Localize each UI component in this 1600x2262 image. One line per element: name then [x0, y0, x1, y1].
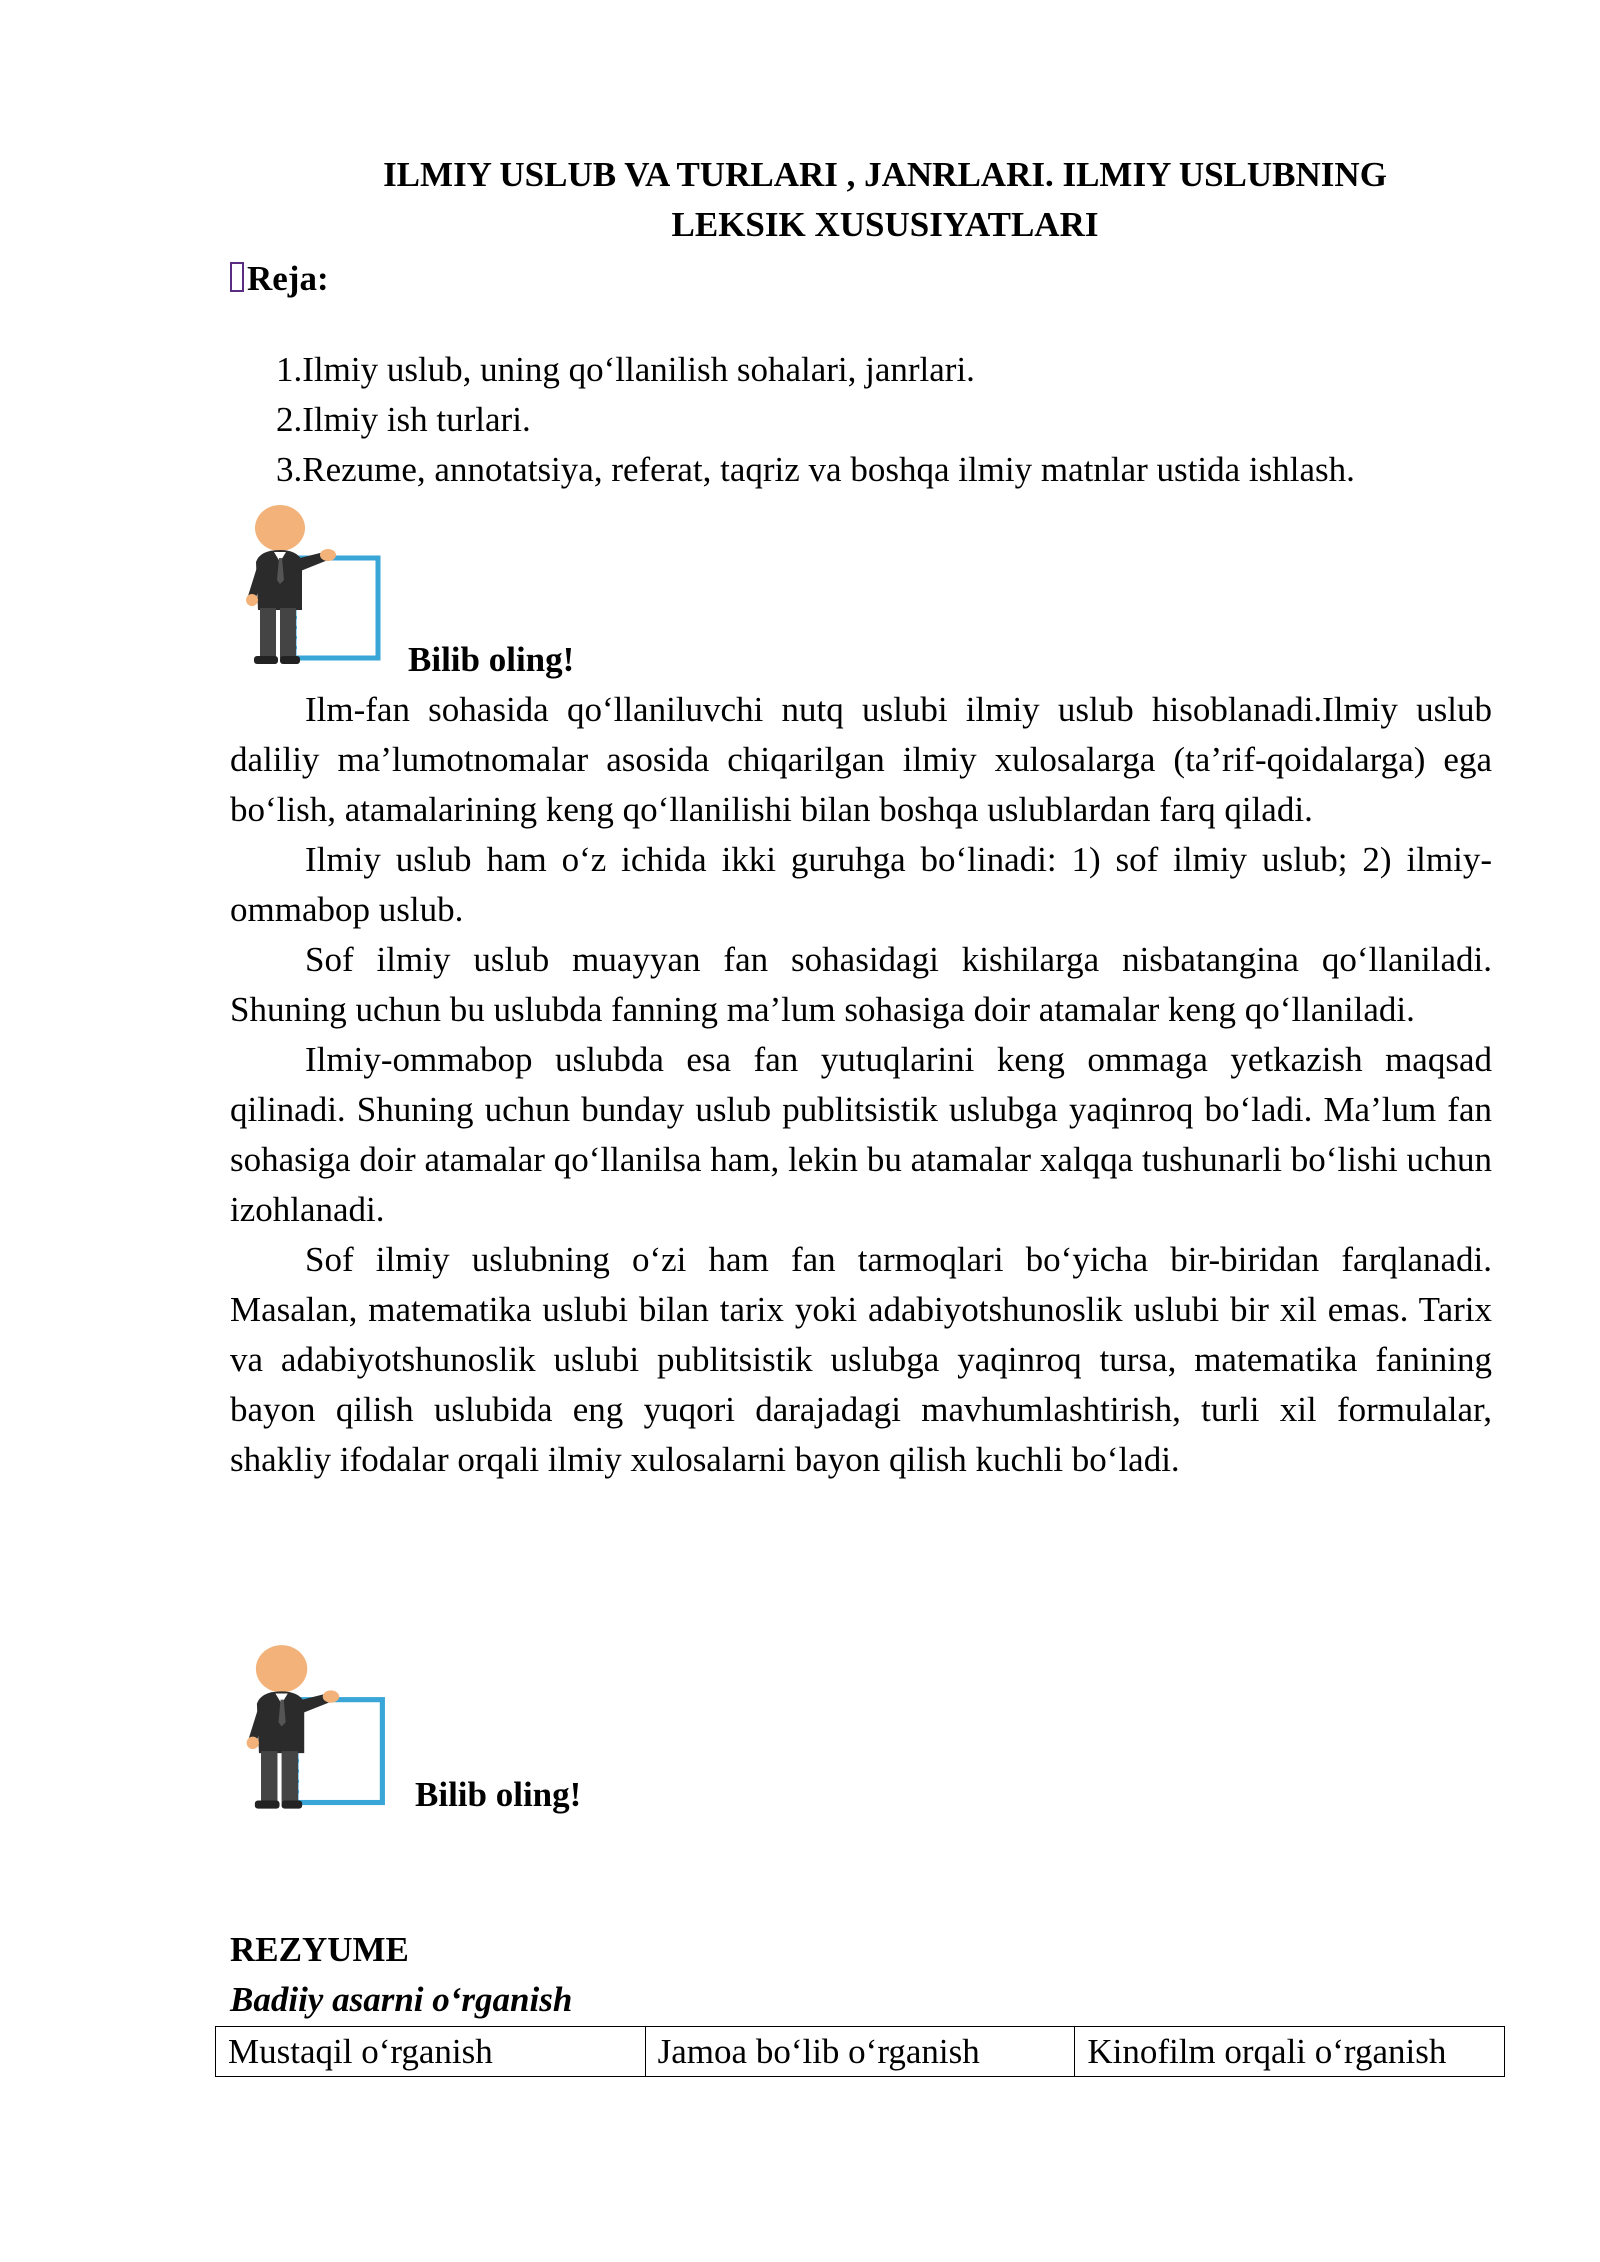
table-row [216, 2027, 1505, 2077]
square-bullet-icon [230, 262, 244, 292]
plan-item-1: 1.Ilmiy uslub, uning qo‘llanilish sohalari, janrlari. [276, 350, 975, 389]
document-title-line-2: LEKSIK XUSUSIYATLARI [671, 205, 1099, 244]
plan-item-2: 2.Ilmiy ish turlari. [276, 400, 531, 439]
table-cell-3: Kinofilm orqali o‘rganish [1075, 2027, 1505, 2077]
body-text [230, 685, 1492, 1485]
plan-list [276, 345, 1355, 495]
callout-label-1: Bilib oling! [408, 640, 575, 679]
rezyume-table [215, 2026, 1505, 2077]
paragraph-1: Ilm-fan sohasida qo‘llaniluvchi nutq uslubi ilmiy uslub hisoblanadi.Ilmiy uslub daliliy ma’lumotnomalar asosida chiqarilgan ilmiy xulosalarga (ta’rif-qoidalarga) ega bo‘lish, atamalarining keng qo‘llanilishi bilan boshqa uslublardan farq qiladi. [230, 690, 1492, 829]
rezyume-subheading: Badiiy asarni o‘rganish [230, 1980, 573, 2019]
reja-heading [230, 254, 329, 304]
callout-label-2: Bilib oling! [415, 1775, 582, 1814]
paragraph-3: Sof ilmiy uslub muayyan fan sohasidagi kishilarga nisbatangina qo‘llaniladi. Shuning uchun bu uslubda fanning ma’lum sohasiga doir atamalar keng qo‘llaniladi. [230, 940, 1492, 1029]
paragraph-5: Sof ilmiy uslubning o‘zi ham fan tarmoqlari bo‘yicha bir-biridan farqlanadi. Masalan, matematika uslubi bilan tarix yoki adabiyotshunoslik uslubi bir xil emas. Tarix va adabiyotshunoslik uslubi publitsistik uslubga yaqinroq tursa, matematika fanining bayon qilish uslubida eng yuqori darajadagi mavhumlashtirish, turli xil formulalar, shakliy ifodalar orqali ilmiy xulosalarni bayon qilish kuchli bo‘ladi. [230, 1240, 1492, 1479]
table-cell-2: Jamoa bo‘lib o‘rganish [645, 2027, 1075, 2077]
table-cell-1: Mustaqil o‘rganish [216, 2027, 646, 2077]
rezyume-heading: REZYUME [230, 1930, 409, 1969]
presenter-with-board-icon [232, 500, 392, 675]
document-title-line-1: ILMIY USLUB VA TURLARI , JANRLARI. ILMIY USLUBNING [383, 155, 1387, 194]
presenter-with-board-icon [232, 1640, 392, 1815]
paragraph-2: Ilmiy uslub ham o‘z ichida ikki guruhga bo‘linadi: 1) sof ilmiy uslub; 2) ilmiy-ommabop uslub. [230, 840, 1492, 929]
plan-item-3: 3.Rezume, annotatsiya, referat, taqriz va boshqa ilmiy matnlar ustida ishlash. [276, 450, 1355, 489]
paragraph-4: Ilmiy-ommabop uslubda esa fan yutuqlarini keng ommaga yetkazish maqsad qilinadi. Shuning uchun bunday uslub publitsistik uslubga yaqinroq bo‘ladi. Ma’lum fan sohasiga doir atamalar qo‘llanilsa ham, lekin bu atamalar xalqqa tushunarli bo‘lishi uchun izohlanadi. [230, 1040, 1492, 1229]
reja-label: Reja: [247, 259, 329, 298]
